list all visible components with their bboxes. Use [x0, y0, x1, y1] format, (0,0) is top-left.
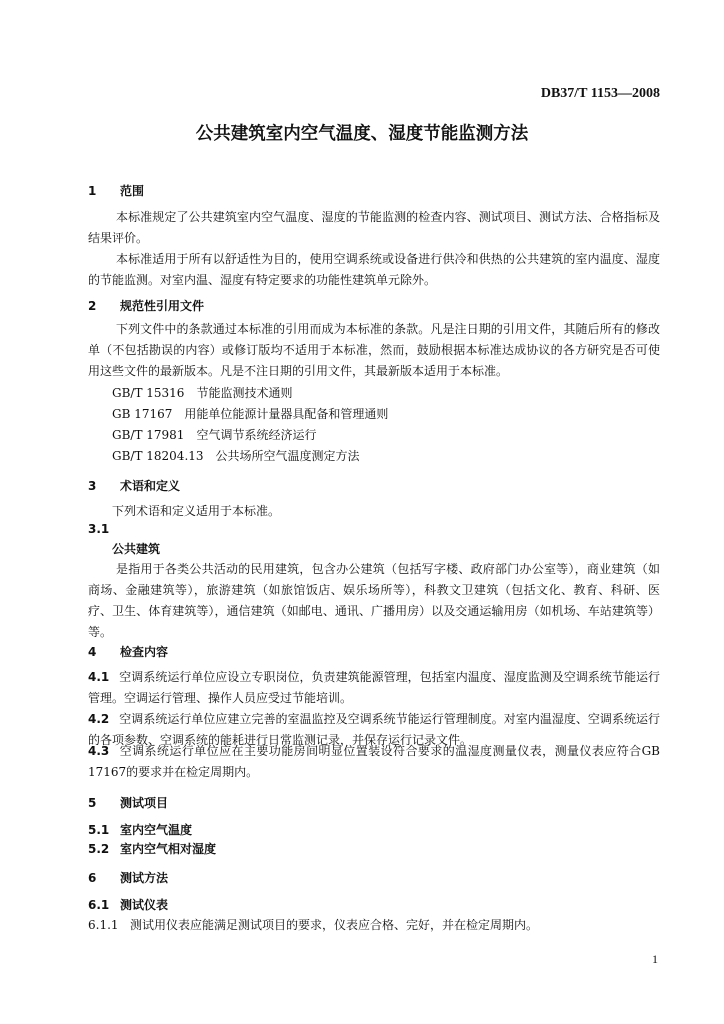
- section-5-heading: [88, 794, 168, 811]
- section-1-heading: [88, 182, 144, 199]
- reference-item: GB 17167 用能单位能源计量器具配备和管理通则: [112, 407, 389, 421]
- subsection-title: 室内空气温度: [120, 823, 193, 837]
- clause-4-1: [88, 667, 660, 709]
- paragraph: 本标准适用于所有以舒适性为目的，使用空调系统或设备进行供冷和供热的公共建筑的室内温度、湿度的节能监测。对室内温、湿度有特定要求的功能性建筑单元除外。: [88, 252, 660, 287]
- clause-text: 空调系统运行单位应在主要功能房间明显位置装设符合要求的温湿度测量仪表，测量仪表应符合GB 17167的要求并在检定周期内。: [88, 744, 660, 779]
- clause-number: 4.1: [88, 670, 110, 684]
- section-number: 3: [88, 479, 97, 493]
- reference-item: GB/T 17981 空气调节系统经济运行: [112, 428, 317, 442]
- reference-item: GB/T 15316 节能监测技术通则: [112, 386, 293, 400]
- clause-text: 空调系统运行单位应建立完善的室温监控及空调系统节能运行管理制度。对室内温湿度、空调系统运行的各项参数、空调系统的能耗进行日常监测记录，并保存运行记录文件。: [88, 712, 660, 747]
- paragraph: 是指用于各类公共活动的民用建筑，包含办公建筑（包括写字楼、政府部门办公室等），商业建筑（如商场、金融建筑等），旅游建筑（如旅馆饭店、娱乐场所等），科教文卫建筑（包括文化、教育、科研、医疗、卫生、体育建筑等），通信建筑（如邮电、通讯、广播用房）以及交通运输用房（如机场、车站建筑等）等。: [88, 562, 660, 639]
- paragraph: 下列文件中的条款通过本标准的引用而成为本标准的条款。凡是注日期的引用文件，其随后所有的修改单（不包括勘误的内容）或修订版均不适用于本标准，然而，鼓励根据本标准达成协议的各方研究是否可使用这些文件的最新版本。凡是不注日期的引用文件，其最新版本适用于本标准。: [88, 322, 660, 378]
- paragraph: 下列术语和定义适用于本标准。: [112, 504, 281, 518]
- section-title: 检查内容: [120, 645, 169, 659]
- term-name: 公共建筑: [112, 542, 161, 556]
- subsection-number: 6.1: [88, 898, 110, 912]
- subsection-5-1: [88, 821, 192, 838]
- subsection-6-1: [88, 896, 168, 913]
- section-number: 5: [88, 796, 97, 810]
- subsection-number: 5.2: [88, 842, 110, 856]
- subsection-title: 室内空气相对湿度: [120, 842, 217, 856]
- section-2-heading: [88, 297, 204, 314]
- section-2-body: [88, 319, 660, 382]
- section-3-heading: [88, 477, 180, 494]
- section-1-body: [88, 207, 660, 291]
- clause-text: 空调系统运行单位应设立专职岗位，负责建筑能源管理，包括室内温度、湿度监测及空调系统节能运行管理。空调运行管理、操作人员应受过节能培训。: [88, 670, 660, 705]
- section-number: 2: [88, 299, 97, 313]
- clause-text: 测试用仪表应能满足测试项目的要求，仪表应合格、完好，并在检定周期内。: [130, 918, 539, 932]
- standard-code: DB37/T 1153—2008: [540, 86, 660, 101]
- clause-number: 4.3: [88, 744, 110, 758]
- subsection-title: 测试仪表: [120, 898, 169, 912]
- clause-number: 4.2: [88, 712, 110, 726]
- term-definition: [88, 559, 660, 643]
- clause-4-3: [88, 741, 660, 783]
- clause-number: 6.1.1: [88, 918, 119, 932]
- clause-6-1-1: [88, 916, 538, 933]
- section-title: 范围: [120, 184, 145, 198]
- term-number: 3.1: [88, 522, 110, 536]
- subsection-5-2: [88, 840, 216, 857]
- section-number: 6: [88, 871, 97, 885]
- subsection-number: 5.1: [88, 823, 110, 837]
- section-number: 1: [88, 184, 97, 198]
- section-4-heading: [88, 643, 168, 660]
- section-title: 规范性引用文件: [120, 299, 205, 313]
- page-number: 1: [652, 952, 658, 966]
- section-title: 测试项目: [120, 796, 169, 810]
- document-title: 公共建筑室内空气温度、湿度节能监测方法: [195, 124, 529, 144]
- reference-item: GB/T 18204.13 公共场所空气温度测定方法: [112, 449, 360, 463]
- paragraph: 本标准规定了公共建筑室内空气温度、湿度的节能监测的检查内容、测试项目、测试方法、合格指标及结果评价。: [88, 210, 660, 245]
- section-title: 测试方法: [120, 871, 169, 885]
- section-title: 术语和定义: [120, 479, 181, 493]
- section-6-heading: [88, 869, 168, 886]
- section-number: 4: [88, 645, 97, 659]
